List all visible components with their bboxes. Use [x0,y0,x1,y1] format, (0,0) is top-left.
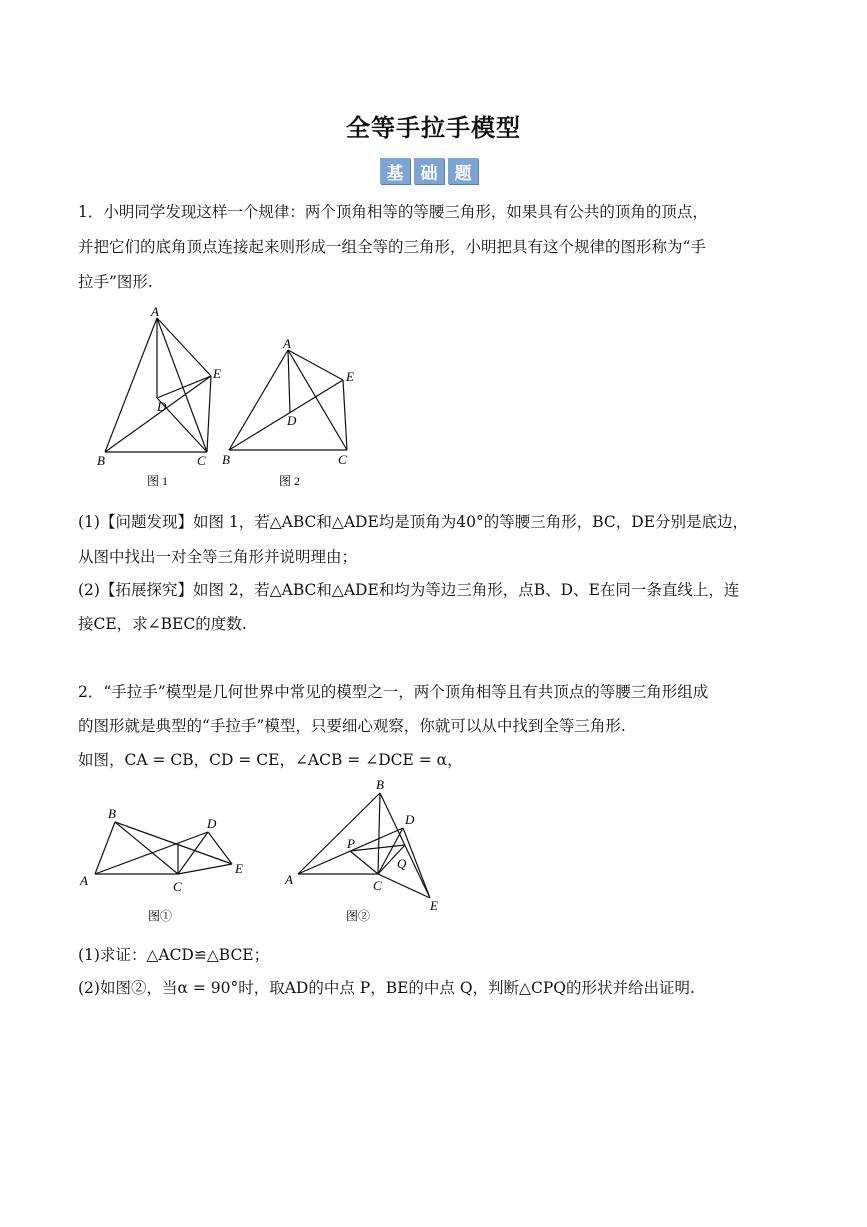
q2-f2-label-q: Q [397,856,407,871]
q1-f1-label-a: A [151,304,159,319]
page-title: 全等手拉手模型 [346,114,521,142]
q1-f1-label-c: C [197,453,206,468]
q1-f1-label-b: B [97,453,105,468]
q1-intro-line-1: 1．小明同学发现这样一个规律：两个顶角相等的等腰三角形，如果具有公共的顶角的顶点， [78,203,708,221]
q2-figure-1-caption: 图① [148,909,173,923]
q2-f2-label-c: C [373,878,382,893]
q1-f2-label-d: D [287,413,297,428]
q1-figure-2-caption: 图 2 [279,474,301,488]
q1-f1-label-d: D [157,399,167,414]
q2-f1-label-d: D [207,816,217,831]
q2-f1-label-b: B [108,806,116,821]
q2-f2-label-d: D [405,812,415,827]
q1-f2-label-c: C [338,452,347,467]
q2-f2-label-e: E [430,898,438,913]
q2-part1: (1)求证：△ACD≌△BCE； [78,946,270,964]
q2-figures [0,770,867,930]
q1-f2-label-a: A [283,336,291,351]
badge-char-1: 基 [380,158,410,184]
q2-f1-label-e: E [235,861,243,876]
q2-intro-line-1: 2．“手拉手”模型是几何世界中常见的模型之一，两个顶角相等且有共顶点的等腰三角形组成 [78,683,709,701]
q1-part2-line-1: (2)【拓展探究】如图 2，若△ABC和△ADE和均为等边三角形，点B、D、E在同一条直线上，连 [78,581,740,599]
q2-f2-label-b: B [376,777,384,792]
q1-part1-line-1: (1)【问题发现】如图 1，若△ABC和△ADE均是顶角为40°的等腰三角形，BC，DE分别是底边， [78,513,749,531]
q1-f1-label-e: E [213,366,221,381]
q1-figure-1-caption: 图 1 [147,474,169,488]
q1-f2-label-e: E [346,369,354,384]
q1-part2-line-2: 接CE，求∠BEC的度数. [78,615,247,633]
q2-f2-label-a: A [285,872,293,887]
q2-figure-2 [298,793,430,898]
q2-intro-line-2: 的图形就是典型的“手拉手”模型，只要细心观察，你就可以从中找到全等三角形. [78,717,626,735]
q1-part1-line-2: 从图中找出一对全等三角形并说明理由； [78,548,358,566]
q1-f2-label-b: B [222,452,230,467]
section-badge [380,158,478,184]
q2-f1-label-a: A [80,873,88,888]
q2-f2-label-p: P [347,836,355,851]
q1-intro-line-2: 并把它们的底角顶点连接起来则形成一组全等的三角形，小明把具有这个规律的图形称为“手 [78,238,706,256]
q1-intro-line-3: 拉手”图形. [78,273,153,291]
badge-char-2: 础 [414,158,444,184]
q1-figure-1 [105,318,211,452]
q2-part2: (2)如图②，当α = 90°时，取AD的中点 P，BE的中点 Q，判断△CPQ的形状并给出证明. [78,979,695,997]
q2-f1-label-c: C [173,879,182,894]
badge-char-3: 题 [448,158,478,184]
q1-figures [0,295,867,495]
q1-figure-2 [229,350,347,450]
q2-figure-2-caption: 图② [346,909,371,923]
q2-given: 如图，CA = CB，CD = CE，∠ACB = ∠DCE = α， [78,751,463,769]
